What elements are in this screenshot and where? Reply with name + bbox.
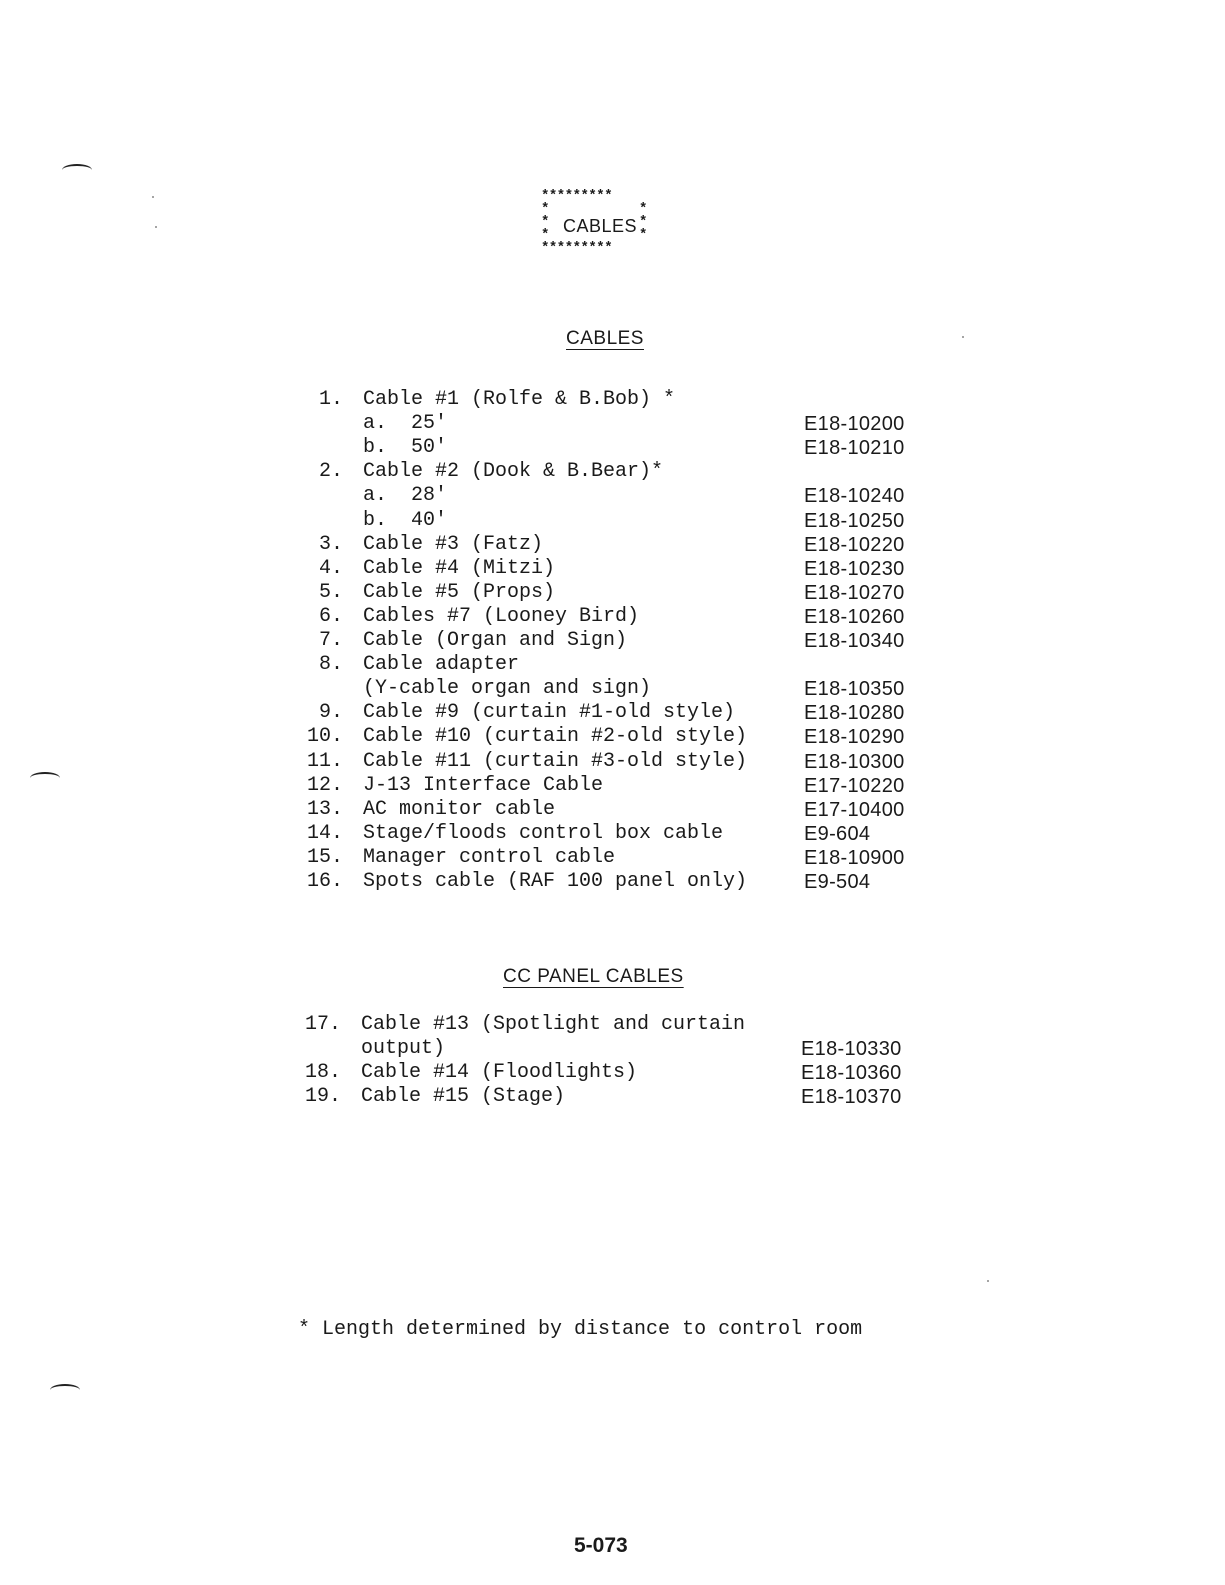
item-description: Cable #13 (Spotlight and curtain [361,1013,746,1036]
item-number: 18. [304,1061,341,1084]
item-description: Cables #7 (Looney Bird) [363,605,640,628]
item-description: Manager control cable [363,846,616,869]
part-number: E18-10350 [804,678,905,700]
list-item [0,509,1225,533]
scan-speck [152,196,154,198]
section-heading-cc-panel-cables: CC PANEL CABLES [503,966,684,987]
item-number: 4. [318,557,343,580]
item-description: Cable (Organ and Sign) [363,629,628,652]
item-number: 3. [318,533,343,556]
banner-left-star: * [541,201,550,217]
item-number: 16. [306,870,343,893]
item-description: Cable adapter [363,653,520,676]
item-number: 5. [318,581,343,604]
part-number: E18-10370 [801,1086,902,1108]
item-description: Cable #15 (Stage) [361,1085,566,1108]
item-description: Cable #3 (Fatz) [363,533,544,556]
item-description: Cable #9 (curtain #1-old style) [363,701,736,724]
banner-title: CABLES [563,216,638,236]
list-item [0,1037,1225,1061]
scan-speck [155,226,157,228]
part-number: E18-10330 [801,1038,902,1060]
banner-top-stars: ********* [541,188,613,204]
item-number: 2. [318,460,343,483]
item-description: Cable #5 (Props) [363,581,556,604]
item-number: 8. [318,653,343,676]
part-number: E9-604 [804,823,871,845]
item-number: 1. [318,388,343,411]
item-number: 19. [304,1085,341,1108]
list-item [0,750,1225,774]
item-description: J-13 Interface Cable [363,774,604,797]
item-description: Cable #2 (Dook & B.Bear)* [363,460,664,483]
list-item [0,774,1225,798]
part-number: E18-10250 [804,510,905,532]
list-item [0,1061,1225,1085]
part-number: E18-10300 [804,751,905,773]
item-description: Cable #14 (Floodlights) [361,1061,638,1084]
list-item [0,1013,1225,1037]
list-item [0,677,1225,701]
item-number: 12. [306,774,343,797]
list-item [0,798,1225,822]
list-item [0,846,1225,870]
item-description: Stage/floods control box cable [363,822,724,845]
list-item [0,581,1225,605]
list-item [0,701,1225,725]
item-number: 14. [306,822,343,845]
item-description: b. 50' [363,436,448,459]
item-number: 17. [304,1013,341,1036]
part-number: E9-504 [804,871,871,893]
part-number: E18-10260 [804,606,905,628]
item-description: Spots cable (RAF 100 panel only) [363,870,748,893]
punch-hole-mark-top [62,164,92,176]
section-banner [541,190,653,256]
banner-left-star: * [541,214,550,230]
part-number: E18-10210 [804,437,905,459]
item-description: Cable #1 (Rolfe & B.Bob) * [363,388,676,411]
part-number: E18-10280 [804,702,905,724]
part-number: E17-10220 [804,775,905,797]
item-number: 10. [306,725,343,748]
list-item [0,1085,1225,1109]
item-description: a. 28' [363,484,448,507]
section-heading-cables: CABLES [566,328,644,349]
item-description: a. 25' [363,412,448,435]
list-item [0,460,1225,484]
list-item [0,605,1225,629]
list-item [0,436,1225,460]
list-item [0,725,1225,749]
list-item [0,484,1225,508]
scan-speck [987,1280,989,1282]
item-number: 7. [318,629,343,652]
item-description: AC monitor cable [363,798,556,821]
list-item [0,822,1225,846]
banner-right-star: * [639,227,648,243]
item-number: 13. [306,798,343,821]
part-number: E18-10230 [804,558,905,580]
part-number: E18-10360 [801,1062,902,1084]
scan-speck [962,336,964,338]
punch-hole-mark-bottom [50,1384,80,1396]
item-description: b. 40' [363,509,448,532]
part-number: E17-10400 [804,799,905,821]
list-item [0,870,1225,894]
item-description: Cable #4 (Mitzi) [363,557,556,580]
item-description: output) [361,1037,446,1060]
part-number: E18-10900 [804,847,905,869]
item-description: Cable #10 (curtain #2-old style) [363,725,748,748]
part-number: E18-10200 [804,413,905,435]
page-number: 5-073 [574,1534,628,1557]
list-item [0,653,1225,677]
part-number: E18-10290 [804,726,905,748]
item-number: 11. [306,750,343,773]
footnote: * Length determined by distance to control room [298,1318,863,1341]
item-number: 15. [306,846,343,869]
list-item [0,388,1225,412]
banner-right-star: * [639,214,648,230]
item-description: Cable #11 (curtain #3-old style) [363,750,748,773]
banner-right-star: * [639,201,648,217]
item-number: 6. [318,605,343,628]
part-number: E18-10270 [804,582,905,604]
part-number: E18-10220 [804,534,905,556]
list-item [0,557,1225,581]
banner-left-star: * [541,227,550,243]
list-item [0,533,1225,557]
list-item [0,629,1225,653]
item-description: (Y-cable organ and sign) [363,677,652,700]
item-number: 9. [318,701,343,724]
part-number: E18-10240 [804,485,905,507]
list-item [0,412,1225,436]
part-number: E18-10340 [804,630,905,652]
banner-bottom-stars: ********* [541,240,613,256]
